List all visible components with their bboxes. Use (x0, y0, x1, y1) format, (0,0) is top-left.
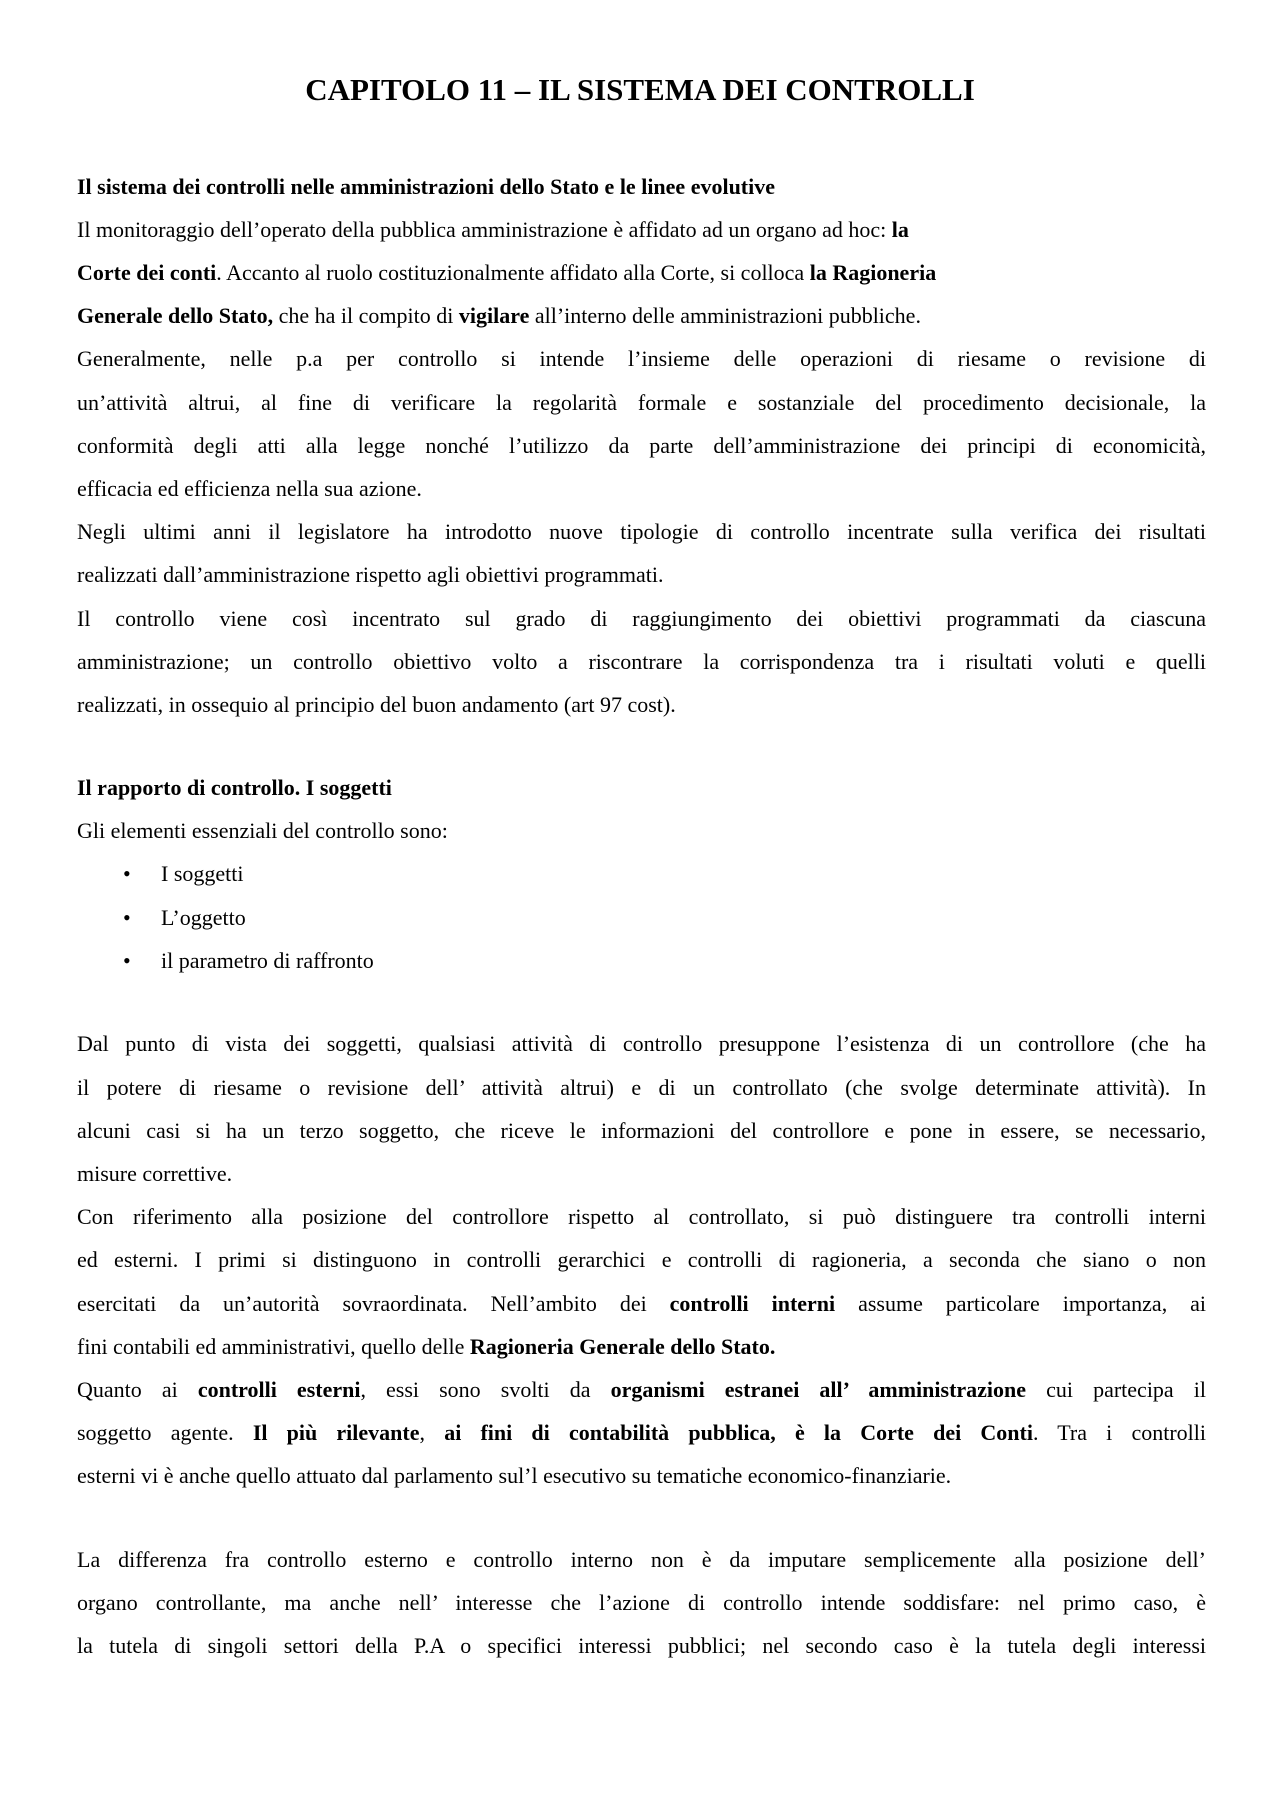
paragraph-line: esterni vi è anche quello attuato dal parlamento sul’l esecutivo su tematiche economico-finanziarie. (77, 1463, 952, 1488)
paragraph-line: Corte dei conti. Accanto al ruolo costituzionalmente affidato alla Corte, si colloca la Ragioneria (77, 260, 937, 285)
paragraph-line: fini contabili ed amministrativi, quello delle Ragioneria Generale dello Stato. (77, 1334, 776, 1359)
paragraph-line: Negli ultimi anni il legislatore ha introdotto nuove tipologie di controllo incentrate sulla verifica dei risultati (77, 519, 1206, 544)
bullet-icon: • (123, 948, 131, 973)
paragraph-line: Il controllo viene così incentrato sul grado di raggiungimento dei obiettivi programmati da ciascuna (77, 606, 1206, 631)
paragraph-line: efficacia ed efficienza nella sua azione. (77, 476, 422, 501)
chapter-title: CAPITOLO 11 – IL SISTEMA DEI CONTROLLI (305, 72, 975, 107)
paragraph-line: ed esterni. I primi si distinguono in controlli gerarchici e controlli di ragioneria, a seconda che siano o non (77, 1247, 1206, 1272)
paragraph-line: Generale dello Stato, che ha il compito di vigilare all’interno delle amministrazioni pubbliche. (77, 303, 921, 328)
paragraph-line: La differenza fra controllo esterno e controllo interno non è da imputare semplicemente alla posizione dell’ (77, 1547, 1206, 1572)
paragraph-line: esercitati da un’autorità sovraordinata. Nell’ambito dei controlli interni assume particolare importanza, ai (77, 1291, 1206, 1316)
paragraph-line: realizzati, in ossequio al principio del buon andamento (art 97 cost). (77, 692, 676, 717)
paragraph-line: misure correttive. (77, 1161, 233, 1186)
paragraph-line: conformità degli atti alla legge nonché l’utilizzo da parte dell’amministrazione dei principi di economicità, (77, 433, 1206, 458)
paragraph-line: alcuni casi si ha un terzo soggetto, che riceve le informazioni del controllore e pone in essere, se necessario, (77, 1118, 1206, 1143)
paragraph-line: Il monitoraggio dell’operato della pubblica amministrazione è affidato ad un organo ad hoc: la (77, 217, 909, 242)
list-item: L’oggetto (161, 905, 246, 930)
paragraph-line: realizzati dall’amministrazione rispetto agli obiettivi programmati. (77, 562, 664, 587)
paragraph-line: Con riferimento alla posizione del controllore rispetto al controllato, si può distinguere tra controlli interni (77, 1204, 1206, 1229)
list-intro: Gli elementi essenziali del controllo sono: (77, 818, 448, 843)
paragraph-line: soggetto agente. Il più rilevante, ai fini di contabilità pubblica, è la Corte dei Conti. Tra i controlli (77, 1420, 1207, 1445)
paragraph-line: il potere di riesame o revisione dell’ attività altrui) e di un controllato (che svolge determinate attività). In (77, 1075, 1206, 1100)
paragraph-line: Dal punto di vista dei soggetti, qualsiasi attività di controllo presuppone l’esistenza di un controllore (che ha (77, 1031, 1206, 1056)
section-heading-rapporto-controllo: Il rapporto di controllo. I soggetti (77, 775, 392, 800)
bullet-icon: • (123, 905, 131, 930)
paragraph-line: la tutela di singoli settori della P.A o specifici interessi pubblici; nel secondo caso è la tutela degli interessi (77, 1633, 1206, 1658)
paragraph-line: amministrazione; un controllo obiettivo volto a riscontrare la corrispondenza tra i risultati voluti e quelli (77, 649, 1206, 674)
list-item: il parametro di raffronto (161, 948, 374, 973)
paragraph-line: Quanto ai controlli esterni, essi sono svolti da organismi estranei all’ amministrazione cui partecipa il (77, 1377, 1206, 1402)
bullet-icon: • (123, 861, 131, 886)
paragraph-line: Generalmente, nelle p.a per controllo si intende l’insieme delle operazioni di riesame o revisione di (77, 346, 1206, 371)
section-heading-sistema-controlli: Il sistema dei controlli nelle amministrazioni dello Stato e le linee evolutive (77, 174, 776, 199)
list-item: I soggetti (161, 861, 244, 886)
paragraph-line: un’attività altrui, al fine di verificare la regolarità formale e sostanziale del procedimento decisionale, la (77, 390, 1206, 415)
paragraph-line: organo controllante, ma anche nell’ interesse che l’azione di controllo intende soddisfare: nel primo caso, è (77, 1590, 1206, 1615)
